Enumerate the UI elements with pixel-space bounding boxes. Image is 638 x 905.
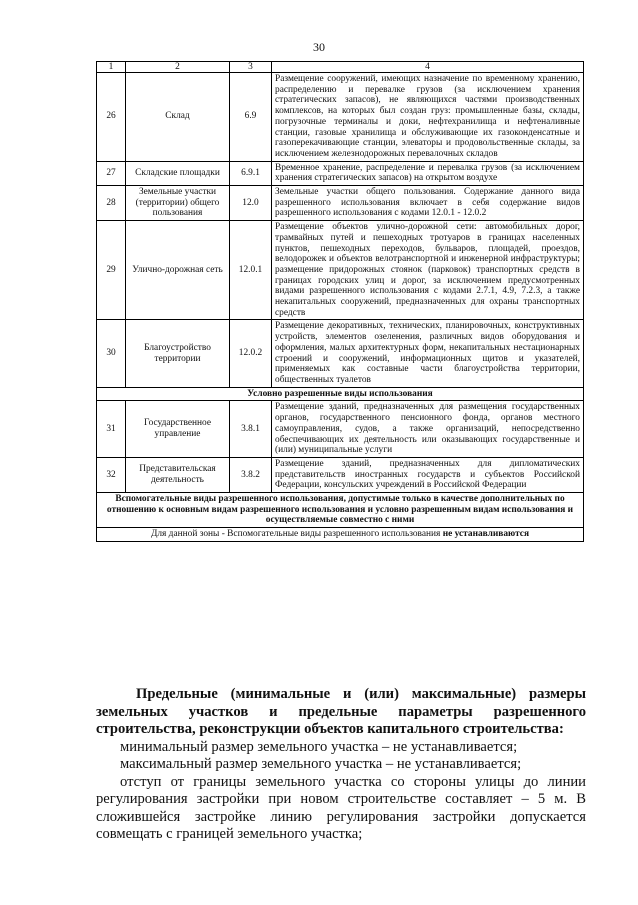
note-row [97,528,584,542]
use-type-code: 12.0.2 [230,320,272,387]
use-type-code: 12.0.1 [230,221,272,320]
use-type-description: Размещение сооружений, имеющих назначение по временному хранению, распределению и перевалке грузов (за исключением хранения стратегических запасов), не являющихся частями производственных комплексов, на которых был создан груз: промышленные базы, склады, погрузочные терминалы и доки, нефтехранилища и нефтеналивные станции, газовые хранилища и обслуживающие их газоконденсатные и газоперекачивающие станции, элеваторы и продовольственные склады, за исключением железнодорожных перевалочных складов [272,73,584,162]
use-type-code: 3.8.1 [230,401,272,458]
table-header-row [97,62,584,73]
use-type-name: Складские площадки [126,161,230,185]
table-row [97,161,584,185]
zone-note-text: Для данной зоны - Вспомогательные виды разрешенного использования [150,529,443,540]
header-cell: 2 [126,62,230,73]
use-type-description: Размещение зданий, предназначенных для дипломатических представительств иностранных государств и субъектов Российской Федерации, консульских учреждений в Российской Федерации [272,457,584,492]
land-use-table [96,61,584,542]
table-row [97,457,584,492]
use-type-description: Временное хранение, распределение и перевалка грузов (за исключением хранения стратегических запасов) на открытом воздухе [272,161,584,185]
page-number: 30 [313,40,325,54]
max-size-line: максимальный размер земельного участка – не устанавливается; [120,756,522,772]
use-type-name: Представительская деятельность [126,457,230,492]
use-type-name: Государственное управление [126,401,230,458]
row-number: 31 [97,401,126,458]
row-number: 29 [97,221,126,320]
table-row [97,320,584,387]
section-row [97,493,584,528]
min-size-line: минимальный размер земельного участка – не устанавливается; [120,738,518,755]
table-row [97,401,584,458]
parameters-heading: Предельные (минимальные и (или) максимальные) размеры земельных участков и предельные параметры разрешенного строительства, реконструкции объектов капитального строительства: [96,686,586,737]
use-type-name: Склад [126,73,230,162]
row-number: 27 [97,161,126,185]
use-type-description: Размещение объектов улично-дорожной сети: автомобильных дорог, трамвайных путей и пешеходных тротуаров в границах населенных пунктов, пешеходных переходов, бульваров, площадей, проездов, велодорожек и объектов велотранспортной и инженерной инфраструктуры; размещение придорожных стоянок (парковок) транспортных средств в границах городских улиц и дорог, за исключением предусмотренных видами разрешенного использования с кодами 2.7.1, 4.9, 7.2.3, а также некапитальных сооружений, предназначенных для охраны транспортных средств [272,221,584,320]
use-type-description: Размещение зданий, предназначенных для размещения государственных органов, государственного пенсионного фонда, органов местного самоуправления, судов, а также организаций, непосредственно обеспечивающих их деятельность или оказывающих государственные и (или) муниципальные услуги [272,401,584,458]
use-type-code: 6.9.1 [230,161,272,185]
use-type-code: 3.8.2 [230,457,272,492]
use-type-code: 12.0 [230,186,272,221]
table-row [97,186,584,221]
row-number: 26 [97,73,126,162]
row-number: 28 [97,186,126,221]
use-type-name: Улично-дорожная сеть [126,221,230,320]
zone-note [97,528,584,542]
row-number: 30 [97,320,126,387]
zone-note-emphasis: не устанавливаются [442,529,530,540]
header-cell: 3 [230,62,272,73]
section-title-conditional: Условно разрешенные виды использования [97,387,584,401]
section-row [97,387,584,401]
use-type-description: Земельные участки общего пользования. Содержание данного вида разрешенного использования включает в себя содержание видов разрешенного использования с кодами 12.0.1 - 12.0.2 [272,186,584,221]
table-row [97,73,584,162]
section-title-auxiliary: Вспомогательные виды разрешенного использования, допустимые только в качестве дополнительных по отношению к основным видам разрешенного использования и условно разрешенным видам использования и осуществляемые совместно с ними [97,493,584,528]
row-number: 32 [97,457,126,492]
header-cell: 4 [272,62,584,73]
use-type-name: Благоустройство территории [126,320,230,387]
table-row [97,221,584,320]
use-type-code: 6.9 [230,73,272,162]
header-cell: 1 [97,62,126,73]
regulations-text [96,686,586,844]
use-type-description: Размещение декоративных, технических, планировочных, конструктивных устройств, элементов озеленения, различных видов оборудования и оформления, малых архитектурных форм, некапитальных нестационарных строений и сооружений, информационных щитов и указателей, применяемых как составные части благоустройства территории, общественных туалетов [272,320,584,387]
setback-paragraph: отступ от границы земельного участка со стороны улицы до линии регулирования застройки при новом строительстве составляет – 5 м. В сложившейся застройке линию регулирования застройки допускается совмещать с границей земельного участка; [96,773,586,842]
use-type-name: Земельные участки (территории) общего пользования [126,186,230,221]
